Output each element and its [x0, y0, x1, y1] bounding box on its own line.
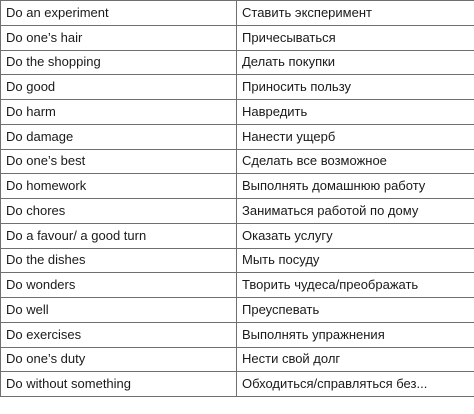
table-row [1, 322, 474, 347]
table-row [1, 174, 474, 199]
english-phrase-cell: Do a favour/ a good turn [1, 223, 237, 248]
english-phrase-cell: Do one’s hair [1, 25, 237, 50]
english-phrase-cell: Do one’s duty [1, 347, 237, 372]
russian-translation-cell: Нести свой долг [237, 347, 474, 372]
english-phrase-cell: Do an experiment [1, 1, 237, 26]
english-phrase-cell: Do chores [1, 199, 237, 224]
table-row [1, 50, 474, 75]
table-row [1, 124, 474, 149]
table-row [1, 75, 474, 100]
english-phrase-cell: Do one’s best [1, 149, 237, 174]
russian-translation-cell: Творить чудеса/преображать [237, 273, 474, 298]
table-row [1, 1, 474, 26]
english-phrase-cell: Do good [1, 75, 237, 100]
russian-translation-cell: Выполнять упражнения [237, 322, 474, 347]
russian-translation-cell: Обходиться/справляться без... [237, 372, 474, 397]
english-phrase-cell: Do the dishes [1, 248, 237, 273]
english-phrase-cell: Do the shopping [1, 50, 237, 75]
table-row [1, 273, 474, 298]
russian-translation-cell: Оказать услугу [237, 223, 474, 248]
russian-translation-cell: Приносить пользу [237, 75, 474, 100]
russian-translation-cell: Ставить эксперимент [237, 1, 474, 26]
russian-translation-cell: Причесываться [237, 25, 474, 50]
russian-translation-cell: Сделать все возможное [237, 149, 474, 174]
english-phrase-cell: Do harm [1, 100, 237, 125]
table-row [1, 248, 474, 273]
table-row [1, 298, 474, 323]
english-phrase-cell: Do without something [1, 372, 237, 397]
table-row [1, 372, 474, 397]
english-phrase-cell: Do damage [1, 124, 237, 149]
russian-translation-cell: Заниматься работой по дому [237, 199, 474, 224]
english-phrase-cell: Do wonders [1, 273, 237, 298]
russian-translation-cell: Нанести ущерб [237, 124, 474, 149]
table-row [1, 100, 474, 125]
russian-translation-cell: Выполнять домашнюю работу [237, 174, 474, 199]
table-row [1, 223, 474, 248]
table-row [1, 149, 474, 174]
russian-translation-cell: Преуспевать [237, 298, 474, 323]
english-phrase-cell: Do homework [1, 174, 237, 199]
english-phrase-cell: Do exercises [1, 322, 237, 347]
russian-translation-cell: Навредить [237, 100, 474, 125]
phrase-table-body [1, 1, 474, 397]
russian-translation-cell: Мыть посуду [237, 248, 474, 273]
english-phrase-cell: Do well [1, 298, 237, 323]
table-row [1, 199, 474, 224]
table-row [1, 347, 474, 372]
russian-translation-cell: Делать покупки [237, 50, 474, 75]
table-row [1, 25, 474, 50]
